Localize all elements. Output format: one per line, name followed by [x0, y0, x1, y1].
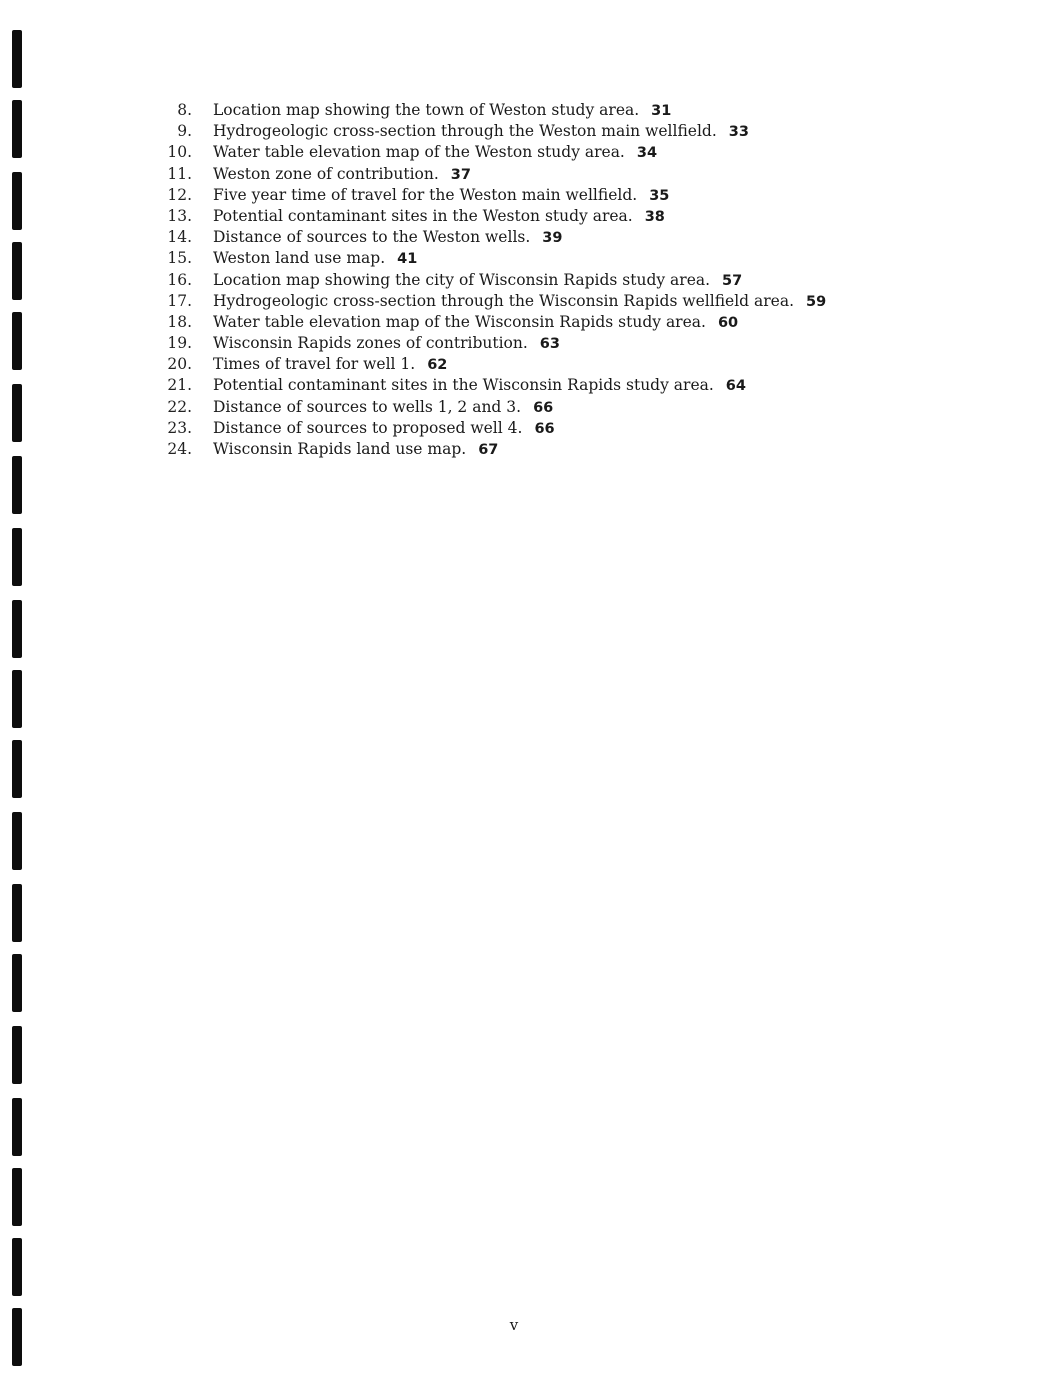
figure-page: 66 [534, 420, 555, 437]
binding-hole [12, 456, 22, 514]
binding-hole [12, 384, 22, 442]
figure-title-wrap [213, 227, 562, 249]
figure-title: Times of travel for well 1. [213, 355, 416, 374]
figure-number: 18. [167, 312, 192, 331]
figure-number: 16. [167, 270, 192, 289]
figure-number: 12. [167, 185, 192, 204]
binding-hole [12, 600, 22, 658]
figure-entry [160, 227, 980, 248]
figure-title-wrap [213, 397, 553, 419]
figure-entry [160, 185, 980, 206]
binding-hole [12, 812, 22, 870]
figure-page: 63 [539, 336, 560, 353]
binding-hole [12, 884, 22, 942]
figure-number: 8. [177, 101, 192, 119]
figure-number: 23. [167, 418, 192, 437]
figure-number: 22. [167, 397, 192, 416]
binding-hole [12, 242, 22, 300]
figure-entry [160, 333, 980, 354]
figure-number: 11. [167, 164, 192, 183]
list-of-figures [160, 100, 980, 460]
figure-title: Wisconsin Rapids zones of contribution. [213, 334, 528, 353]
figure-title-wrap [213, 248, 417, 270]
figure-entry [160, 248, 980, 269]
figure-entry [160, 397, 980, 418]
figure-page: 67 [478, 442, 499, 458]
figure-entry [160, 206, 980, 227]
figure-title-wrap [213, 439, 498, 461]
figure-title: Water table elevation map of the Wisconsin Rapids study area. [213, 312, 706, 331]
figure-title: Five year time of travel for the Weston main wellfield. [213, 185, 638, 204]
figure-page: 33 [728, 124, 749, 141]
figure-title: Potential contaminant sites in the Weston study area. [213, 206, 633, 225]
figure-page: 64 [725, 378, 746, 395]
figure-number: 17. [167, 291, 192, 310]
figure-title-wrap [213, 164, 471, 186]
figure-page: 34 [636, 145, 658, 162]
figure-entry [160, 270, 980, 291]
binding-hole [12, 1098, 22, 1156]
figure-number: 14. [167, 228, 192, 247]
figure-title-wrap [213, 206, 665, 228]
figure-title-wrap [213, 121, 749, 143]
binding-hole [12, 670, 22, 728]
figure-title: Weston land use map. [213, 249, 386, 268]
figure-title-wrap [213, 333, 560, 355]
figure-page: 59 [806, 293, 827, 310]
figure-number: 13. [167, 206, 192, 225]
figure-title-wrap [213, 354, 447, 376]
figure-title: Location map showing the town of Weston study area. [213, 101, 640, 119]
figure-title: Water table elevation map of the Weston study area. [213, 143, 625, 162]
figure-page: 37 [450, 166, 471, 183]
figure-entry [160, 418, 980, 439]
figure-title: Location map showing the city of Wisconsin Rapids study area. [213, 270, 711, 289]
figure-title-wrap [213, 291, 826, 313]
binding-hole [12, 312, 22, 370]
figure-number: 10. [167, 143, 192, 162]
figure-title: Weston zone of contribution. [213, 164, 439, 183]
figure-title-wrap [213, 270, 742, 292]
figure-page: 41 [397, 251, 418, 268]
figure-title: Hydrogeologic cross-section through the Weston main wellfield. [213, 122, 717, 141]
figure-number: 24. [167, 440, 192, 458]
figure-page: 60 [717, 314, 739, 331]
figure-title-wrap [213, 100, 671, 122]
figure-title: Distance of sources to proposed well 4. [213, 418, 523, 437]
figure-title-wrap [213, 375, 746, 397]
figure-entry [160, 142, 980, 163]
figure-title-wrap [213, 185, 669, 207]
figure-number: 19. [167, 334, 192, 353]
figure-entry [160, 291, 980, 312]
page-number: v [509, 1316, 519, 1334]
figure-title: Distance of sources to the Weston wells. [213, 228, 531, 247]
figure-page: 66 [533, 399, 554, 416]
binding-hole [12, 30, 22, 88]
figure-entry [160, 312, 980, 333]
figure-title-wrap [213, 418, 555, 440]
figure-number: 21. [167, 376, 192, 395]
figure-entry [160, 100, 980, 121]
binding-hole [12, 100, 22, 158]
figure-title: Wisconsin Rapids land use map. [213, 440, 467, 458]
binding-hole [12, 1238, 22, 1296]
binding-holes [0, 0, 40, 1380]
figure-entry [160, 164, 980, 185]
figure-number: 9. [177, 122, 192, 141]
figure-title: Potential contaminant sites in the Wisconsin Rapids study area. [213, 376, 714, 395]
binding-hole [12, 528, 22, 586]
figure-entry [160, 375, 980, 396]
figure-page: 62 [427, 357, 448, 374]
figure-title: Hydrogeologic cross-section through the Wisconsin Rapids wellfield area. [213, 291, 795, 310]
binding-hole [12, 1168, 22, 1226]
figure-title-wrap [213, 142, 657, 164]
figure-title-wrap [213, 312, 738, 334]
figure-page: 57 [722, 272, 743, 289]
figure-page: 35 [649, 187, 670, 204]
figure-entry [160, 439, 980, 460]
binding-hole [12, 954, 22, 1012]
figure-page: 39 [542, 230, 563, 247]
binding-hole [12, 740, 22, 798]
figure-title: Distance of sources to wells 1, 2 and 3. [213, 397, 522, 416]
binding-hole [12, 1026, 22, 1084]
figure-number: 20. [167, 355, 192, 374]
figure-entry [160, 121, 980, 142]
figure-entry [160, 354, 980, 375]
binding-hole [12, 172, 22, 230]
figure-page: 38 [644, 208, 665, 225]
figure-page: 31 [651, 103, 672, 119]
figure-number: 15. [167, 249, 192, 268]
